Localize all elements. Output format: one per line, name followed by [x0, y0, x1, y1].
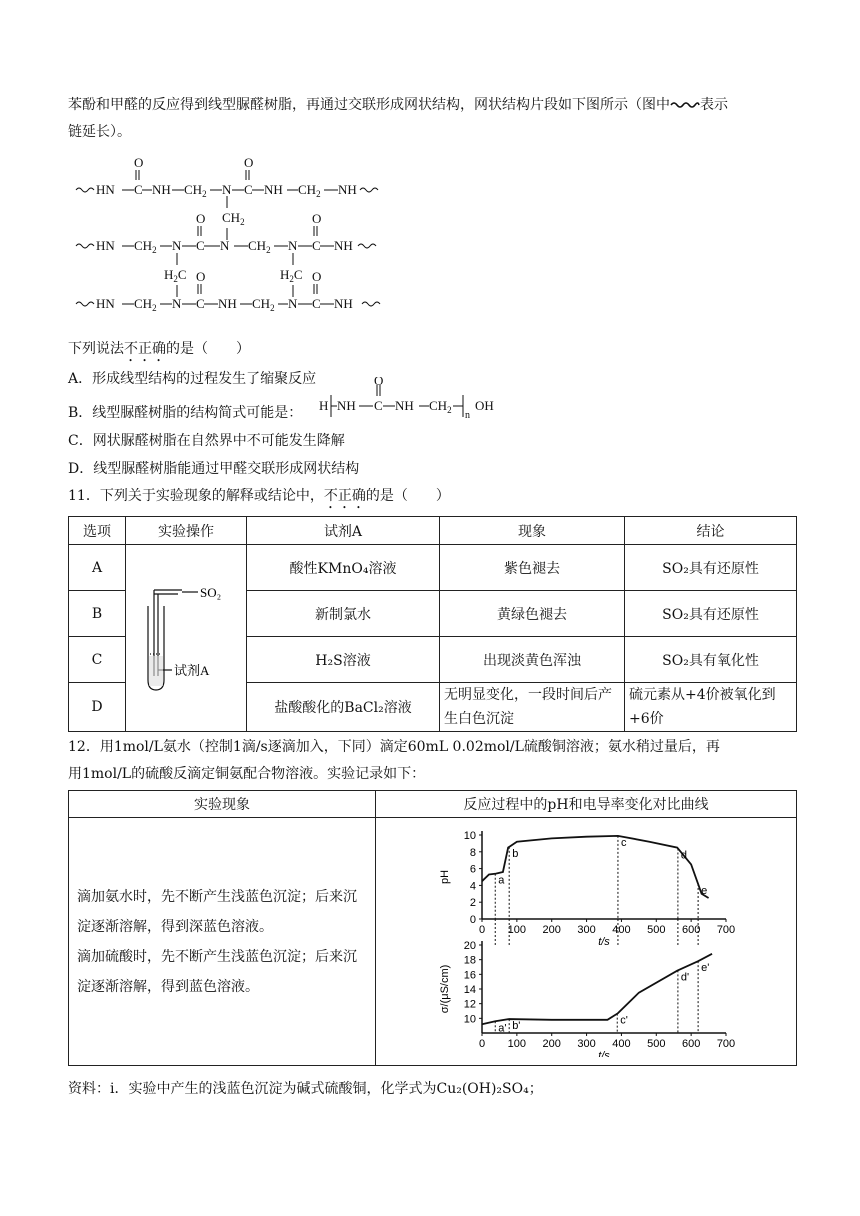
svg-text:C: C	[312, 296, 321, 311]
svg-text:CH2: $CH_2$	[134, 296, 157, 313]
svg-text:NH: NH	[334, 296, 353, 311]
svg-text:H: H	[318, 398, 329, 413]
header-phenomenon: 现象	[440, 517, 625, 545]
ph-x-tick-label: 700	[716, 923, 736, 936]
svg-text:CH2: $CH_2$	[298, 182, 321, 199]
q11-stem-prefix: 11．下列关于实验现象的解释或结论中，	[68, 488, 324, 504]
cond-marker-label: e'	[701, 961, 710, 974]
row-reagent: H₂S溶液	[247, 637, 440, 683]
q10-stem-prefix: 下列说法	[68, 341, 124, 357]
svg-text:CH2: $CH_2$	[252, 296, 275, 313]
table-row	[69, 545, 797, 591]
ph-y-tick-label: 6	[469, 863, 476, 876]
cond-y-tick-label: 14	[463, 983, 476, 996]
curves-cell	[376, 818, 797, 1066]
row-conclusion: 硫元素从+4价被氧化到+6价	[625, 683, 797, 732]
cond-y-tick-label: 18	[463, 954, 476, 967]
svg-text:O: O	[373, 377, 384, 388]
ph-y-tick-label: 10	[463, 829, 476, 842]
q12-table	[68, 790, 797, 1066]
ph-y-tick-label: 0	[469, 913, 476, 926]
svg-text:C: C	[134, 182, 143, 197]
svg-text:HN: HN	[96, 182, 115, 197]
q10-option-a: A．形成线型结构的过程发生了缩聚反应	[68, 371, 317, 387]
ph-series-line	[482, 835, 709, 897]
svg-text:N: N	[288, 296, 298, 311]
ph-x-tick-label: 500	[647, 923, 666, 936]
apparatus-reagent-label: 试剂A	[174, 663, 210, 678]
svg-text:NH: NH	[218, 296, 237, 311]
cond-x-axis-label: t/s	[598, 1049, 610, 1057]
header-observation: 实验现象	[69, 791, 376, 818]
cond-x-tick-label: 400	[612, 1037, 631, 1050]
intro-paragraph	[68, 92, 803, 146]
ph-y-tick-label: 4	[469, 879, 476, 892]
intro-text: 苯酚和甲醛的反应得到线型脲醛树脂，再通过交联形成网状结构，网状结构片段如下图所示（图中	[68, 97, 670, 113]
ph-conductivity-chart	[436, 823, 736, 1057]
svg-text:CH2: $CH_2$	[222, 210, 245, 227]
header-conclusion: 结论	[625, 517, 797, 545]
cond-marker-label: d'	[680, 970, 690, 983]
svg-text:O: O	[244, 156, 254, 170]
ph-y-tick-label: 8	[469, 846, 476, 859]
row-reagent: 新制氯水	[247, 591, 440, 637]
svg-text:CH2: $CH_2$	[428, 398, 452, 415]
table-header-row	[69, 517, 797, 545]
svg-text:O: O	[196, 211, 206, 226]
q12-stem-line1: 12．用1mol/L氨水（控制1滴/s逐滴加入，下同）滴定60mL 0.02mol/L硫酸铜溶液；氨水稍过量后，再	[68, 739, 720, 755]
svg-text:C: C	[373, 398, 383, 413]
svg-text:O: O	[134, 156, 144, 170]
ph-y-tick-label: 2	[469, 896, 476, 909]
row-phenomenon: 无明显变化，一段时间后产生白色沉淀	[440, 683, 625, 732]
cond-marker-label: c'	[620, 1014, 628, 1027]
q11-stem-emphasis: 不正确	[323, 488, 366, 504]
row-conclusion: SO₂具有还原性	[625, 545, 797, 591]
svg-text:H2C: $H_2C$	[164, 267, 187, 284]
ph-x-tick-label: 300	[577, 923, 596, 936]
intro-text-tail: 表示	[700, 97, 728, 113]
ph-x-tick-label: 400	[612, 923, 631, 936]
header-operation: 实验操作	[126, 517, 247, 545]
apparatus-gas-label: SO₂	[200, 585, 222, 600]
svg-text:n: n	[464, 410, 470, 421]
table-row	[69, 818, 797, 1066]
ph-marker-label: b	[512, 847, 519, 860]
svg-text:NH: NH	[336, 398, 356, 413]
cond-marker-label: b'	[512, 1019, 521, 1032]
row-option: A	[69, 545, 126, 591]
document-page	[68, 92, 803, 1103]
svg-text:N: N	[172, 296, 182, 311]
svg-text:CH2: $CH_2$	[248, 238, 271, 255]
ph-x-tick-label: 600	[681, 923, 701, 936]
table-header-row	[69, 791, 797, 818]
svg-text:C: C	[244, 182, 253, 197]
intro-text-line2: 链延长）。	[68, 124, 131, 140]
row-option: B	[69, 591, 126, 637]
q11-stem	[68, 483, 803, 512]
svg-text:N: N	[172, 238, 182, 253]
cond-y-tick-label: 16	[463, 968, 476, 981]
ph-marker-label: e	[701, 884, 708, 897]
ph-marker-label: d	[680, 848, 688, 861]
svg-text:NH: NH	[394, 398, 414, 413]
ph-marker-label: a	[498, 874, 505, 887]
row-conclusion: SO₂具有氧化性	[625, 637, 797, 683]
svg-text:H2C: $H_2C$	[280, 267, 303, 284]
cond-y-tick-label: 20	[463, 939, 476, 952]
row-phenomenon: 紫色褪去	[440, 545, 625, 591]
observation-cell	[69, 818, 376, 1066]
cond-marker-label: a'	[498, 1021, 507, 1034]
q11-stem-suffix: 的是（ ）	[365, 488, 450, 504]
q10-stem-suffix: 的是（ ）	[166, 341, 250, 357]
row-option: C	[69, 637, 126, 683]
cond-x-tick-label: 500	[647, 1037, 666, 1050]
cond-y-tick-label: 10	[463, 1012, 476, 1025]
cond-y-axis-label: σ/(μS/cm)	[439, 964, 451, 1013]
svg-text:NH: NH	[264, 182, 283, 197]
q10-stem	[68, 336, 803, 365]
cond-x-tick-label: 700	[716, 1037, 736, 1050]
linear-resin-formula	[315, 377, 515, 423]
row-reagent: 酸性KMnO₄溶液	[247, 545, 440, 591]
svg-text:NH: NH	[334, 238, 353, 253]
ph-marker-label: c	[620, 836, 627, 849]
ph-x-tick-label: 100	[507, 923, 527, 936]
svg-text:NH: NH	[152, 182, 171, 197]
q12-stem-line2: 用1mol/L的硫酸反滴定铜氨配合物溶液。实验记录如下：	[68, 766, 426, 782]
cond-series-line	[482, 953, 712, 1023]
header-reagent: 试剂A	[247, 517, 440, 545]
svg-text:C: C	[196, 238, 205, 253]
svg-text:O: O	[312, 269, 322, 284]
ph-x-tick-label: 200	[542, 923, 561, 936]
q10-stem-emphasis: 不正确	[124, 341, 166, 357]
row-phenomenon: 黄绿色褪去	[440, 591, 625, 637]
svg-text:O: O	[312, 211, 322, 226]
q10-option-b-text: B．线型脲醛树脂的结构简式可能是：	[68, 405, 303, 421]
svg-text:OH: OH	[474, 398, 494, 413]
cond-x-tick-label: 300	[577, 1037, 596, 1050]
svg-text:HN: HN	[96, 238, 115, 253]
svg-text:CH2: $CH_2$	[134, 238, 157, 255]
svg-text:C: C	[312, 238, 321, 253]
cond-x-tick-label: 600	[681, 1037, 701, 1050]
network-structure-diagram	[72, 156, 422, 328]
observation-acid: 滴加硫酸时，先不断产生浅蓝色沉淀；后来沉淀逐渐溶解，得到蓝色溶液。	[77, 948, 357, 995]
svg-text:CH2: $CH_2$	[184, 182, 207, 199]
row-conclusion: SO₂具有还原性	[625, 591, 797, 637]
ph-x-tick-label: 0	[478, 923, 486, 936]
q11-table	[68, 516, 797, 732]
svg-text:C: C	[196, 296, 205, 311]
svg-text:N: N	[288, 238, 298, 253]
svg-text:N: N	[220, 238, 230, 253]
row-reagent: 盐酸酸化的BaCl₂溶液	[247, 683, 440, 732]
header-option: 选项	[69, 517, 126, 545]
chain-extension-wave-icon	[670, 100, 700, 110]
cond-y-tick-label: 12	[463, 998, 476, 1011]
q10-option-c: C．网状脲醛树脂在自然界中不可能发生降解	[68, 433, 345, 449]
svg-text:NH: NH	[338, 182, 357, 197]
cond-x-tick-label: 100	[507, 1037, 527, 1050]
header-curves: 反应过程中的pH和电导率变化对比曲线	[376, 791, 797, 818]
q10-option-d: D．线型脲醛树脂能通过甲醛交联形成网状结构	[68, 461, 360, 477]
svg-text:N: N	[222, 182, 232, 197]
observation-ammonia: 滴加氨水时，先不断产生浅蓝色沉淀；后来沉淀逐渐溶解，得到深蓝色溶液。	[77, 888, 357, 935]
cond-x-tick-label: 200	[542, 1037, 561, 1050]
q12-note: 资料：i．实验中产生的浅蓝色沉淀为碱式硫酸铜，化学式为Cu₂(OH)₂SO₄；	[68, 1081, 543, 1097]
cond-x-tick-label: 0	[478, 1037, 486, 1050]
apparatus-cell	[126, 545, 247, 732]
row-option: D	[69, 683, 126, 732]
ph-x-axis-label: t/s	[598, 935, 610, 948]
ph-y-axis-label: pH	[439, 869, 451, 884]
svg-text:HN: HN	[96, 296, 115, 311]
row-phenomenon: 出现淡黄色浑浊	[440, 637, 625, 683]
test-tube-apparatus	[134, 576, 238, 696]
svg-text:O: O	[196, 269, 206, 284]
